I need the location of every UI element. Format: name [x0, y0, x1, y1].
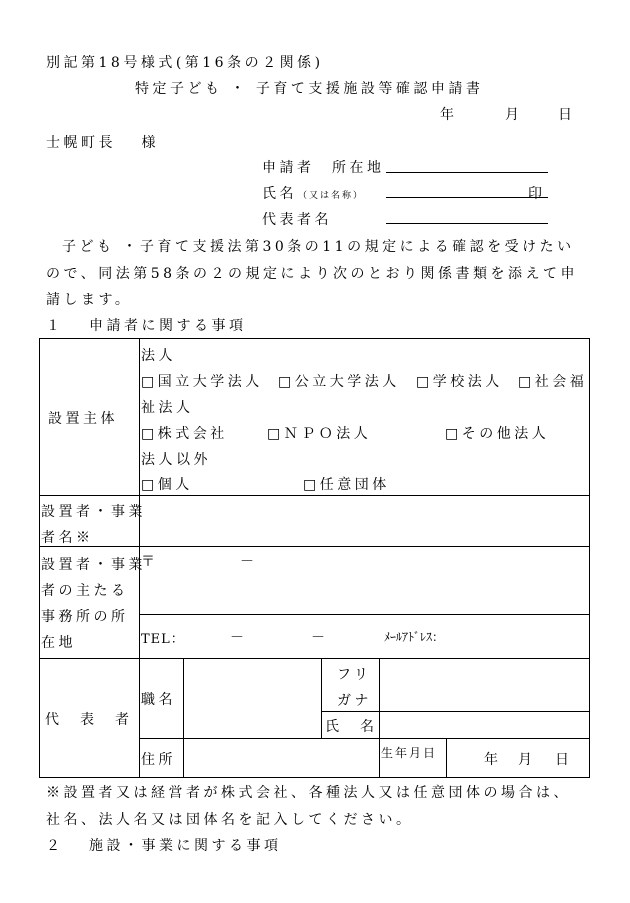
applicant-name-line[interactable] [386, 197, 548, 198]
representative-label: 代表者名 [262, 212, 332, 228]
founder-name-label-a: 設置者・事業 [41, 504, 146, 520]
rep-name-label: 氏 名 [325, 719, 378, 735]
table-border-top [39, 338, 590, 339]
corporation-label: 法人 [141, 348, 176, 364]
addressee: 士幌町長 様 [46, 135, 159, 151]
rep-furigana-divider [321, 711, 590, 712]
applicant-label: 申請者 [262, 160, 315, 176]
establishment-label: 設置主体 [48, 411, 118, 427]
birth-year: 年 [484, 752, 502, 768]
postal-dash: － [240, 554, 258, 570]
section-1-heading: １ 申請者に関する事項 [46, 318, 247, 334]
table-border-left [39, 338, 40, 778]
tel-dash-1: － [230, 630, 248, 646]
rep-col-divider-4 [446, 738, 447, 778]
row-divider-postal-tel [139, 614, 590, 615]
birthdate-label: 生年月日 [381, 746, 438, 760]
date-year: 年 [440, 107, 458, 123]
body-line-2: ので、同法第58条の２の規定により次のとおり関係書類を添えて申 [46, 266, 579, 282]
applicant-name-note: （又は名称） [298, 191, 365, 201]
option-stock-company[interactable]: □株式会社 [141, 426, 228, 442]
body-line-3: 請します。 [46, 292, 133, 308]
document-title: 特定子ども ・ 子育て支援施設等確認申請書 [135, 81, 484, 97]
table-border-bottom [39, 777, 590, 778]
applicant-name-label: 氏名 [262, 186, 297, 202]
furigana-label-a: フリ [337, 667, 372, 683]
rep-col-divider-3 [379, 658, 380, 778]
row-divider-1 [39, 495, 590, 496]
birth-month: 月 [518, 752, 536, 768]
option-npo-corp[interactable]: □ＮＰＯ法人 [267, 426, 372, 442]
rep-col-divider-1 [183, 658, 184, 778]
tel-dash-2: － [311, 630, 329, 646]
office-label-b: 者の主たる [41, 583, 129, 599]
form-number: 別記第18号様式(第16条の２関係) [46, 55, 324, 71]
applicant-address-label: 所在地 [332, 160, 385, 176]
office-label-a: 設置者・事業 [41, 557, 146, 573]
position-label: 職名 [141, 692, 176, 708]
tel-label: TEL： [141, 632, 185, 647]
body-line-1: 子ども ・子育て支援法第30条の11の規定による確認を受けたい [62, 239, 575, 255]
option-public-university-corp[interactable]: □公立大学法人 [278, 374, 400, 390]
option-school-corp[interactable]: □学校法人 [416, 374, 503, 390]
note-line-1: ※設置者又は経営者が株式会社、各種法人又は任意団体の場合は、 [46, 785, 571, 801]
rep-row-divider [139, 738, 590, 739]
note-line-2: 社名、法人名又は団体名を記入してください。 [46, 812, 414, 828]
representative-row-label: 代 表 者 [45, 712, 133, 728]
seal-mark: 印 [528, 186, 546, 202]
option-other-corp[interactable]: □その他法人 [445, 426, 550, 442]
table-border-right [589, 338, 590, 778]
furigana-label-b: ガナ [337, 693, 372, 709]
row-divider-3 [39, 658, 590, 659]
section-2-heading: ２ 施設・事業に関する事項 [46, 838, 282, 854]
option-social-welfare-corp[interactable]: □社会福 [518, 374, 588, 390]
applicant-address-line[interactable] [386, 172, 548, 173]
founder-name-label-b: 者名※ [41, 530, 94, 546]
birth-day: 日 [555, 752, 573, 768]
option-voluntary-group[interactable]: □任意団体 [303, 477, 390, 493]
date-day: 日 [558, 107, 576, 123]
row-divider-2 [39, 546, 590, 547]
representative-line[interactable] [386, 223, 548, 224]
option-national-university-corp[interactable]: □国立大学法人 [141, 374, 263, 390]
option-individual[interactable]: □個人 [141, 477, 193, 493]
option-social-welfare-corp-cont: 祉法人 [141, 400, 194, 416]
date-month: 月 [505, 107, 523, 123]
email-label: ﾒｰﾙｱﾄﾞﾚｽ： [384, 630, 445, 644]
office-label-c: 事務所の所 [41, 609, 129, 625]
office-label-d: 在地 [41, 635, 76, 651]
postal-mark: 〒 [141, 554, 159, 570]
non-corporation-label: 法人以外 [141, 452, 211, 468]
rep-col-divider-2 [321, 658, 322, 738]
rep-address-label: 住所 [141, 752, 176, 768]
